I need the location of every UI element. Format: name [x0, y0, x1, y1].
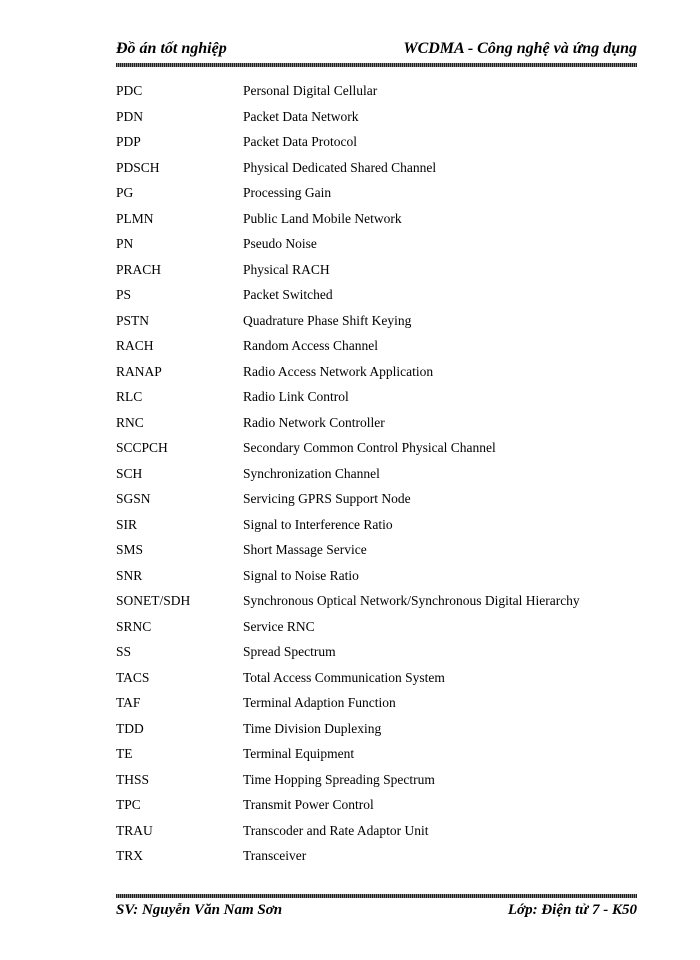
abbreviation-definition: Short Massage Service	[243, 542, 367, 557]
abbreviation-definition: Random Access Channel	[243, 338, 378, 353]
abbreviation-term: RLC	[116, 389, 143, 404]
abbreviation-term: RACH	[116, 338, 154, 353]
abbreviation-definition: Signal to Noise Ratio	[243, 567, 359, 583]
abbreviation-term: SCH	[116, 465, 143, 481]
abbreviation-term: TPC	[116, 797, 141, 812]
abbreviation-term: RNC	[116, 414, 144, 430]
abbreviation-term: SGSN	[116, 491, 151, 506]
abbreviation-term: SIR	[116, 516, 138, 532]
abbreviation-row	[116, 78, 656, 104]
abbreviation-term: TRX	[116, 848, 143, 863]
abbreviation-row	[116, 588, 656, 614]
abbreviation-definition: Quadrature Phase Shift Keying	[243, 312, 412, 328]
abbreviation-term: THSS	[116, 771, 150, 787]
abbreviation-term: TRAU	[116, 822, 153, 838]
abbreviation-definition: Time Hopping Spreading Spectrum	[243, 771, 435, 787]
abbreviation-definition: Radio Access Network Application	[243, 363, 434, 379]
abbreviation-definition: Pseudo Noise	[243, 236, 317, 251]
abbreviation-row	[116, 384, 656, 410]
abbreviation-definition: Physical Dedicated Shared Channel	[243, 159, 437, 175]
abbreviation-row	[116, 282, 656, 308]
abbreviation-definition: Terminal Equipment	[243, 746, 355, 761]
header-document-type: Đồ án tốt nghiệp	[116, 40, 227, 57]
abbreviation-term: SNR	[116, 567, 143, 583]
abbreviation-term: SCCPCH	[116, 440, 168, 455]
abbreviation-definition: Physical RACH	[243, 261, 330, 277]
abbreviation-list	[116, 78, 656, 869]
abbreviation-term: PDP	[116, 134, 141, 149]
abbreviation-definition: Radio Network Controller	[243, 414, 385, 430]
abbreviation-row	[116, 359, 656, 385]
abbreviation-term: PSTN	[116, 312, 150, 328]
abbreviation-row	[116, 614, 656, 640]
abbreviation-definition: Service RNC	[243, 618, 315, 634]
abbreviation-definition: Synchronous Optical Network/Synchronous Digital Hierarchy	[243, 593, 580, 608]
abbreviation-row	[116, 461, 656, 487]
abbreviation-row	[116, 129, 656, 155]
abbreviation-definition: Synchronization Channel	[243, 465, 380, 481]
abbreviation-term: SONET/SDH	[116, 593, 191, 608]
abbreviation-row	[116, 308, 656, 334]
abbreviation-definition: Transceiver	[243, 848, 307, 863]
abbreviation-row	[116, 767, 656, 793]
abbreviation-definition: Secondary Common Control Physical Channel	[243, 440, 496, 455]
abbreviation-row	[116, 843, 656, 869]
abbreviation-term: PLMN	[116, 210, 154, 226]
abbreviation-definition: Time Division Duplexing	[243, 720, 382, 736]
abbreviation-definition: Transcoder and Rate Adaptor Unit	[243, 822, 429, 838]
abbreviation-row	[116, 665, 656, 691]
abbreviation-definition: Radio Link Control	[243, 389, 349, 404]
abbreviation-definition: Total Access Communication System	[243, 669, 445, 685]
abbreviation-definition: Transmit Power Control	[243, 797, 374, 812]
abbreviation-term: TDD	[116, 720, 144, 736]
abbreviation-term: SMS	[116, 542, 144, 557]
abbreviation-row	[116, 486, 656, 512]
abbreviation-definition: Signal to Interference Ratio	[243, 516, 393, 532]
abbreviation-definition: Packet Data Network	[243, 108, 359, 124]
footer-divider	[116, 894, 637, 898]
abbreviation-row	[116, 792, 656, 818]
abbreviation-row	[116, 537, 656, 563]
abbreviation-definition: Packet Data Protocol	[243, 134, 357, 149]
footer-class-name: Lớp: Điện tử 7 - K50	[507, 902, 637, 918]
abbreviation-term: TACS	[116, 669, 150, 685]
abbreviation-definition: Terminal Adaption Function	[243, 695, 396, 710]
abbreviation-term: SRNC	[116, 618, 152, 634]
abbreviation-definition: Packet Switched	[243, 287, 333, 302]
abbreviation-row	[116, 818, 656, 844]
abbreviation-term: TE	[116, 746, 133, 761]
abbreviation-row	[116, 206, 656, 232]
abbreviation-row	[116, 639, 656, 665]
page-footer	[116, 894, 637, 924]
abbreviation-row	[116, 435, 656, 461]
abbreviation-row	[116, 716, 656, 742]
abbreviation-term: PRACH	[116, 261, 162, 277]
footer-student-name: SV: Nguyễn Văn Nam Sơn	[116, 902, 283, 918]
page-header	[116, 40, 637, 64]
abbreviation-row	[116, 257, 656, 283]
abbreviation-definition: Personal Digital Cellular	[243, 83, 378, 98]
header-document-title: WCDMA - Công nghệ và ứng dụng	[403, 40, 637, 57]
abbreviation-row	[116, 512, 656, 538]
abbreviation-definition: Spread Spectrum	[243, 644, 336, 659]
abbreviation-definition: Public Land Mobile Network	[243, 210, 402, 226]
abbreviation-row	[116, 690, 656, 716]
abbreviation-row	[116, 180, 656, 206]
abbreviation-term: RANAP	[116, 363, 162, 379]
abbreviation-term: PDN	[116, 108, 144, 124]
abbreviation-row	[116, 410, 656, 436]
header-divider	[116, 63, 637, 67]
abbreviation-term: TAF	[116, 695, 141, 710]
abbreviation-row	[116, 104, 656, 130]
abbreviation-row	[116, 563, 656, 589]
abbreviation-definition: Servicing GPRS Support Node	[243, 491, 411, 506]
abbreviation-definition: Processing Gain	[243, 185, 332, 200]
abbreviation-row	[116, 231, 656, 257]
abbreviation-row	[116, 741, 656, 767]
abbreviation-term: SS	[116, 644, 132, 659]
abbreviation-term: PN	[116, 236, 134, 251]
abbreviation-term: PDSCH	[116, 159, 160, 175]
abbreviation-term: PDC	[116, 83, 143, 98]
abbreviation-term: PS	[116, 287, 132, 302]
abbreviation-row	[116, 333, 656, 359]
abbreviation-row	[116, 155, 656, 181]
abbreviation-term: PG	[116, 185, 134, 200]
